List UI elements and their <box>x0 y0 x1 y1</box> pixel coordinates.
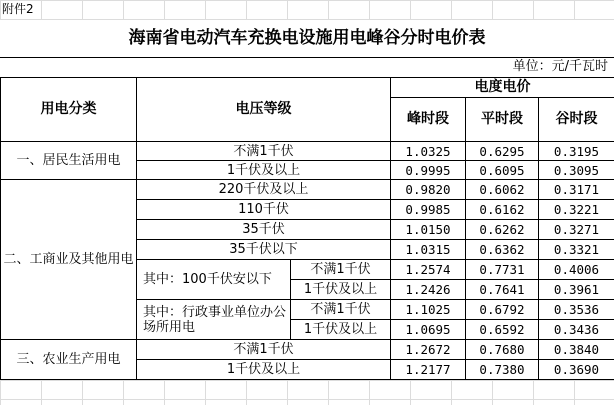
flat-cell: 0.6362 <box>466 240 539 260</box>
unit-label: 单位：元/千瓦时 <box>512 59 608 74</box>
peak-cell: 1.0695 <box>391 320 466 340</box>
peak-cell: 1.2177 <box>391 360 466 380</box>
voltage-cell: 不满1千伏 <box>137 142 391 161</box>
flat-cell: 0.6062 <box>466 180 539 200</box>
valley-cell: 0.3221 <box>539 200 614 220</box>
voltage-cell: 110千伏 <box>137 200 391 220</box>
flat-cell: 0.6592 <box>466 320 539 340</box>
category-resident: 一、居民生活用电 <box>1 142 137 180</box>
valley-cell: 0.3095 <box>539 161 614 180</box>
voltage-cell: 35千伏以下 <box>137 240 391 260</box>
peak-cell: 1.2426 <box>391 280 466 300</box>
peak-cell: 1.2672 <box>391 340 466 360</box>
flat-cell: 0.6295 <box>466 142 539 161</box>
header-price: 电度电价 <box>391 78 614 98</box>
peak-cell: 1.2574 <box>391 260 466 280</box>
voltage-cell: 1千伏及以上 <box>291 280 391 300</box>
flat-cell: 0.7731 <box>466 260 539 280</box>
attachment-label: 附件2 <box>2 2 34 16</box>
peak-cell: 1.0150 <box>391 220 466 240</box>
valley-cell: 0.3195 <box>539 142 614 161</box>
flat-cell: 0.7680 <box>466 340 539 360</box>
flat-cell: 0.6095 <box>466 161 539 180</box>
valley-cell: 0.4006 <box>539 260 614 280</box>
voltage-cell: 不满1千伏 <box>291 300 391 320</box>
header-row <box>1 78 614 98</box>
peak-cell: 0.9985 <box>391 200 466 220</box>
valley-cell: 0.3961 <box>539 280 614 300</box>
subgroup-admin-office: 其中：行政事业单位办公场所用电 <box>137 300 291 340</box>
voltage-cell: 1千伏及以上 <box>291 320 391 340</box>
peak-cell: 1.1025 <box>391 300 466 320</box>
header-category: 用电分类 <box>1 78 137 142</box>
peak-cell: 1.0315 <box>391 240 466 260</box>
valley-cell: 0.3271 <box>539 220 614 240</box>
unit-row <box>0 57 614 77</box>
voltage-cell: 不满1千伏 <box>137 340 391 360</box>
flat-cell: 0.6162 <box>466 200 539 220</box>
header-peak: 峰时段 <box>391 98 466 142</box>
header-valley: 谷时段 <box>539 98 614 142</box>
category-agriculture: 三、农业生产用电 <box>1 340 137 380</box>
header-flat: 平时段 <box>466 98 539 142</box>
valley-cell: 0.3171 <box>539 180 614 200</box>
header-voltage: 电压等级 <box>137 78 391 142</box>
table-title: 海南省电动汽车充换电设施用电峰谷分时电价表 <box>0 20 614 57</box>
voltage-cell: 不满1千伏 <box>291 260 391 280</box>
peak-cell: 0.9995 <box>391 161 466 180</box>
price-table <box>0 77 614 380</box>
peak-cell: 1.0325 <box>391 142 466 161</box>
table-row <box>1 142 614 161</box>
valley-cell: 0.3436 <box>539 320 614 340</box>
table-row <box>1 180 614 200</box>
peak-cell: 0.9820 <box>391 180 466 200</box>
flat-cell: 0.7641 <box>466 280 539 300</box>
table-row <box>1 340 614 360</box>
valley-cell: 0.3536 <box>539 300 614 320</box>
valley-cell: 0.3321 <box>539 240 614 260</box>
voltage-cell: 220千伏及以上 <box>137 180 391 200</box>
voltage-cell: 1千伏及以上 <box>137 161 391 180</box>
voltage-cell: 35千伏 <box>137 220 391 240</box>
category-commercial: 二、工商业及其他用电 <box>1 180 137 340</box>
valley-cell: 0.3690 <box>539 360 614 380</box>
valley-cell: 0.3840 <box>539 340 614 360</box>
flat-cell: 0.6262 <box>466 220 539 240</box>
subgroup-100kva: 其中：100千伏安以下 <box>137 260 291 300</box>
flat-cell: 0.7380 <box>466 360 539 380</box>
flat-cell: 0.6792 <box>466 300 539 320</box>
voltage-cell: 1千伏及以上 <box>137 360 391 380</box>
